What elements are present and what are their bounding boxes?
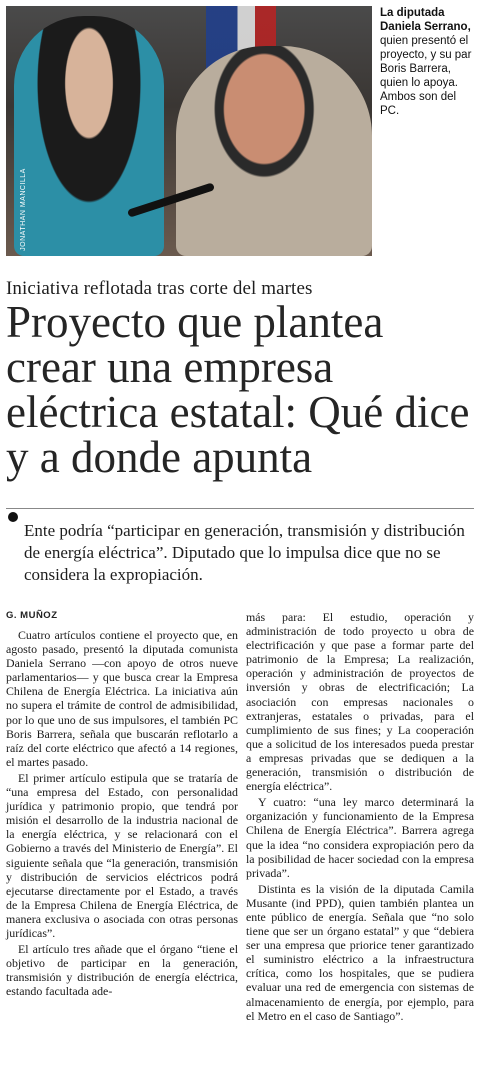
photo-credit: JONATHAN MANCILLA (19, 168, 27, 251)
body-column-2 (246, 610, 474, 1023)
headline: Proyecto que plantea crear una empresa eléctrica estatal: Qué dice y a donde apunta (6, 297, 470, 482)
bullet-icon (8, 512, 18, 522)
photo-caption (380, 6, 476, 118)
body-column-1 (6, 628, 238, 998)
kicker: Iniciativa reflotada tras corte del martes (6, 278, 313, 299)
person-daniela-serrano (14, 16, 164, 256)
body-paragraph: más para: El estudio, operación y administración de todo proyecto u obra de electrificación y que pase a formar parte del patrimonio de la Empresa; La realización, operación y administración de proyectos de inversión y obras de electrificación; La asociación con empresas nacionales o extranjeras, estatales o privadas, para el cumplimiento de sus fines; y La cooperación que a solicitud de los interesados pueda prestar a empresas privadas que se dediquen a la generación, transmisión o distribución de energía eléctrica”. (246, 610, 474, 794)
article-photo (6, 6, 372, 256)
divider (6, 508, 474, 509)
body-paragraph: Y cuatro: “una ley marco determinará la organización y funcionamiento de la Empresa Chilena de Energía Eléctrica”. Barrera agrega que la idea “no considera expropiación pero da la posibilidad de hacer sociedad con la empresa privada”. (246, 795, 474, 880)
body-paragraph: El primer artículo estipula que se trataría de “una empresa del Estado, con personalidad jurídica y patrimonio propio, que tendrá por misión el desarrollo de la industria nacional de la energía eléctrica, y se relacionará con el Gobierno a través del Ministerio de Energía”. El siguiente señala que “la generación, transmisión y distribución de servicios eléctricos podrá ejecutarse directamente por el Estado, a través de la Empresa Chilena de Energía Eléctrica, de manera exclusiva o asociada con otras personas jurídicas”. (6, 770, 238, 940)
lead-paragraph: Ente podría “participar en generación, transmisión y distribución de energía eléctrica”. Diputado que lo impulsa dice que no se considera la expropiación. (24, 521, 465, 584)
body-paragraph: Cuatro artículos contiene el proyecto que, en agosto pasado, presentó la diputada comunista Daniela Serrano —con apoyo de otros nueve parlamentarios— y que busca crear la Empresa Chilena de Energía Eléctrica. La iniciativa aún no supera el trámite de control de admisibilidad, por lo que uno de sus impulsores, el también PC Boris Barrera, señala que buscarán reflotarlo a raíz del corte eléctrico que afectó a 14 regiones, el martes pasado. (6, 628, 238, 769)
caption-bold: La diputada Daniela Serrano, (380, 7, 471, 33)
person-boris-barrera (176, 46, 372, 256)
body-paragraph: Distinta es la visión de la diputada Camila Musante (ind PPD), quien también plantea un ente público de energía. Señala que “no solo tiene que ser un órgano estatal” y que “debiera ser una empresa que priorice tener garantizado el suministro eléctrico a la infraestructura crítica, como los hospitales, que se pudiera evaluar una red de emergencia con sistemas de almacenamiento de energía, por ejemplo, para el Metro en el caso de Santiago”. (246, 881, 474, 1023)
body-paragraph: El artículo tres añade que el órgano “tiene el objetivo de participar en la generación, transmisión y distribución de energía eléctrica, estando facultada ade- (6, 942, 238, 999)
caption-text: quien presentó el proyecto, y su par Boris Barrera, quien lo apoya. Ambos son del PC. (380, 35, 472, 117)
byline: G. MUÑOZ (6, 610, 58, 621)
